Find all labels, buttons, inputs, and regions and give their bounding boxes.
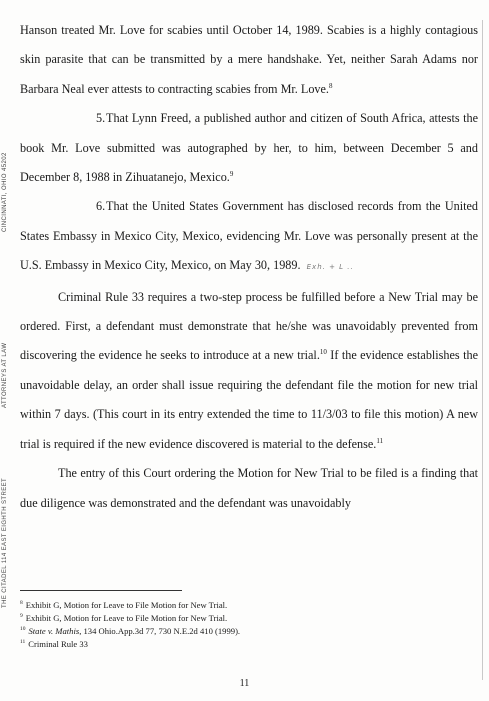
- paragraph-court-entry: The entry of this Court ordering the Motion for New Trial to be filed is a finding that due diligence was demonstrated and the defendant was unavoidably: [20, 466, 478, 510]
- footnotes: [20, 599, 460, 651]
- footnote: $^8$ Exhibit G, Motion for Leave to File Motion for New Trial.: [20, 600, 228, 610]
- body-text: [20, 16, 478, 518]
- margin-street-text: THE CITADEL 114 EAST EIGHTH STREET: [2, 477, 8, 608]
- footnote-ref-9: 9: [229, 169, 234, 178]
- page-edge-line: [482, 20, 483, 680]
- margin-role-text: ATTORNEYS AT LAW: [2, 342, 8, 408]
- footnote-divider: [20, 590, 182, 591]
- page-number: 11: [239, 678, 250, 689]
- item-number-6: 6.: [96, 199, 106, 214]
- footnote: $^{10}$ State v. Mathis, 134 Ohio.App.3d 77, 730 N.E.2d 410 (1999).: [20, 626, 241, 636]
- paragraph-item-5: 5.That Lynn Freed, a published author and citizen of South Africa, attests the book Mr. Love submitted was autographed by her, to him, between December 5 and December 8, 1988 in Zihuatanejo, Mexico.$^9$: [20, 104, 478, 192]
- paragraph-criminal-rule: Criminal Rule 33 requires a two-step process be fulfilled before a New Trial may be ordered. First, a defendant must demonstrate that he/she was unavoidably prevented from discovering the evidence he seeks to introduce at a new trial.$^{10}$ If the evidence establishes the unavoidable delay, an order shall issue requiring the defendant file the motion for new trial within 7 days. (This court in its entry extended the time to 11/3/03 to file this motion) A new trial is required if the new evidence discovered is material to the defense.$^{11}$: [20, 289, 478, 451]
- footnote-ref-11: 11: [376, 436, 384, 445]
- handwritten-note: Exh. + L ..: [306, 263, 354, 272]
- footnote-ref-8: 8: [328, 81, 333, 90]
- case-name: State v. Mathis: [28, 626, 80, 636]
- law-firm-margin: [2, 6, 12, 696]
- paragraph-scabies: Hanson treated Mr. Love for scabies until October 14, 1989. Scabies is a highly contagious skin parasite that can be transmitted by a mere handshake. Yet, neither Sarah Adams nor Barbara Neal ever attests to contracting scabies from Mr. Love.$^8$: [20, 23, 478, 96]
- item-number-5: 5.: [96, 111, 106, 126]
- footnote: $^9$ Exhibit G, Motion for Leave to File Motion for New Trial.: [20, 613, 228, 623]
- footnote-ref-10: 10: [319, 348, 327, 357]
- paragraph-item-6: 6.That the United States Government has disclosed records from the United States Embassy in Mexico City, Mexico, evidencing Mr. Love was personally present at the U.S. Embassy in Mexico City, Mexico, on May 30, 1989. Exh. + L ..: [20, 192, 478, 282]
- margin-city-text: CINCINNATI, OHIO 45202: [2, 152, 8, 232]
- footnote: $^{11}$ Criminal Rule 33: [20, 639, 88, 649]
